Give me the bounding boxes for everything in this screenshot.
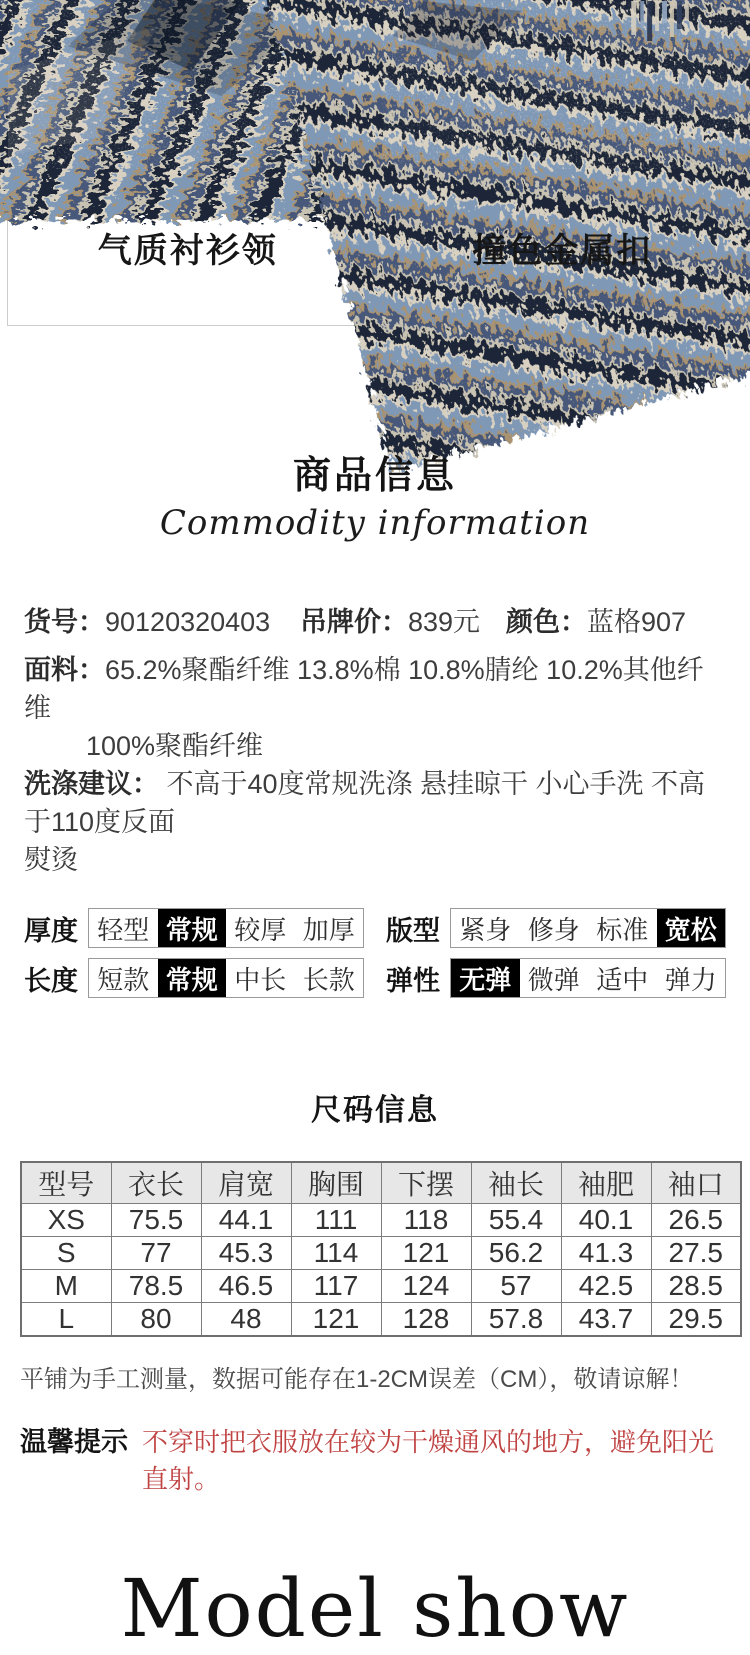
attr-option[interactable]: 适中 (596, 964, 649, 995)
model-show-title: Model show (120, 1562, 630, 1655)
cell: 77 (111, 1237, 201, 1270)
wash-label: 洗涤建议： (24, 769, 159, 799)
col-header: 衣长 (111, 1162, 201, 1204)
col-header: 下摆 (381, 1162, 471, 1204)
color-label: 颜色： (506, 607, 587, 637)
item-no-field (24, 603, 300, 641)
attr-label: 版型 (386, 915, 440, 946)
warm-tip (0, 1420, 750, 1496)
cell: 48 (201, 1303, 291, 1337)
cell: M (21, 1270, 111, 1303)
attr-option[interactable]: 宽松 (657, 909, 726, 947)
price-label: 吊牌价： (300, 607, 408, 637)
attr-option[interactable]: 无弹 (451, 959, 520, 997)
item-no-value: 90120320403 (105, 607, 271, 637)
col-header: 袖肥 (561, 1162, 651, 1204)
cell: XS (21, 1204, 111, 1237)
attr-option[interactable]: 较厚 (234, 914, 287, 945)
cell: 44.1 (201, 1204, 291, 1237)
attr-row-elasticity (386, 958, 726, 998)
col-header: 型号 (21, 1162, 111, 1204)
col-header: 袖长 (471, 1162, 561, 1204)
feature-caption: 气质衬衫领 (97, 231, 278, 270)
wash-value: 不高于40度常规洗涤 悬挂晾干 小心手洗 不高于110度反面 (24, 769, 706, 837)
cell: 26.5 (651, 1204, 741, 1237)
cell: 118 (381, 1204, 471, 1237)
cell: 55.4 (471, 1204, 561, 1237)
col-header: 胸围 (291, 1162, 381, 1204)
cell: 111 (291, 1204, 381, 1237)
cell: S (21, 1237, 111, 1270)
price-value: 839元 (408, 607, 481, 637)
attr-options-elasticity (450, 958, 726, 998)
commodity-info (0, 603, 750, 879)
attr-option[interactable]: 轻型 (97, 914, 150, 945)
attr-option[interactable]: 中长 (234, 964, 287, 995)
attr-options-thickness (88, 908, 364, 948)
attr-option[interactable]: 常规 (158, 959, 227, 997)
size-section-title: 尺码信息 (311, 1094, 439, 1127)
cell: 45.3 (201, 1237, 291, 1270)
attr-option[interactable]: 修身 (527, 914, 580, 945)
attr-options-fit (450, 908, 726, 948)
col-header: 袖口 (651, 1162, 741, 1204)
commodity-section-header (0, 444, 750, 543)
item-no-label: 货号： (24, 607, 105, 637)
cell: 128 (381, 1303, 471, 1337)
section-title-cn: 商品信息 (292, 455, 457, 497)
attr-row-fit (386, 908, 726, 948)
cell: 29.5 (651, 1303, 741, 1337)
attr-option[interactable]: 标准 (596, 914, 649, 945)
attr-option[interactable]: 弹力 (664, 964, 717, 995)
attribute-selectors (0, 908, 750, 998)
attr-row-thickness (24, 908, 364, 948)
attr-option[interactable]: 微弹 (527, 964, 580, 995)
wash-field (24, 765, 726, 841)
cell: 41.3 (561, 1237, 651, 1270)
feature-card-button (382, 0, 744, 326)
cell: 56.2 (471, 1237, 561, 1270)
color-field (506, 603, 686, 641)
cell: 75.5 (111, 1204, 201, 1237)
section-title-en: Commodity information (159, 503, 591, 543)
feature-caption: 撞色金属扣 (472, 231, 653, 270)
attr-option[interactable]: 加厚 (302, 914, 355, 945)
feature-cards-row (0, 0, 750, 326)
info-row-basic (24, 603, 726, 641)
cell: L (21, 1303, 111, 1337)
attr-option[interactable]: 常规 (158, 909, 227, 947)
measurement-note: 平铺为手工测量，数据可能存在1-2CM误差（CM），敬请谅解！ (20, 1366, 694, 1393)
warm-tip-text: 不穿时把衣服放在较为干燥通风的地方，避免阳光直射。 (142, 1427, 715, 1494)
table-row (21, 1303, 741, 1337)
cell: 28.5 (651, 1270, 741, 1303)
color-value: 蓝格907 (587, 607, 687, 637)
table-row (21, 1270, 741, 1303)
cell: 43.7 (561, 1303, 651, 1337)
cell: 121 (291, 1303, 381, 1337)
cell: 117 (291, 1270, 381, 1303)
cell: 78.5 (111, 1270, 201, 1303)
cell: 121 (381, 1237, 471, 1270)
attr-label: 长度 (24, 965, 78, 996)
cell: 57 (471, 1270, 561, 1303)
cell: 46.5 (201, 1270, 291, 1303)
price-field (300, 603, 506, 641)
attr-row-length (24, 958, 364, 998)
table-row (21, 1237, 741, 1270)
cell: 114 (291, 1237, 381, 1270)
size-table (20, 1161, 742, 1337)
attr-options-length (88, 958, 364, 998)
cell: 80 (111, 1303, 201, 1337)
fabric-value-line2: 100%聚酯纤维 (86, 731, 264, 761)
attr-option[interactable]: 紧身 (459, 914, 512, 945)
wash-value-line2: 熨烫 (24, 845, 78, 875)
table-row (21, 1204, 741, 1237)
fabric-value: 65.2%聚酯纤维 13.8%棉 10.8%腈纶 10.2%其他纤维 (24, 655, 704, 723)
cell: 42.5 (561, 1270, 651, 1303)
attr-option[interactable]: 短款 (97, 964, 150, 995)
fabric-label: 面料： (24, 655, 105, 685)
size-table-header-row (21, 1162, 741, 1204)
attr-label: 弹性 (386, 965, 440, 996)
warm-tip-label: 温馨提示 (20, 1427, 128, 1457)
cell: 57.8 (471, 1303, 561, 1337)
cell: 124 (381, 1270, 471, 1303)
fabric-field (24, 651, 726, 727)
attr-label: 厚度 (24, 915, 78, 946)
col-header: 肩宽 (201, 1162, 291, 1204)
fabric-button-photo (383, 1, 743, 169)
cell: 27.5 (651, 1237, 741, 1270)
attr-option[interactable]: 长款 (302, 964, 355, 995)
cell: 40.1 (561, 1204, 651, 1237)
